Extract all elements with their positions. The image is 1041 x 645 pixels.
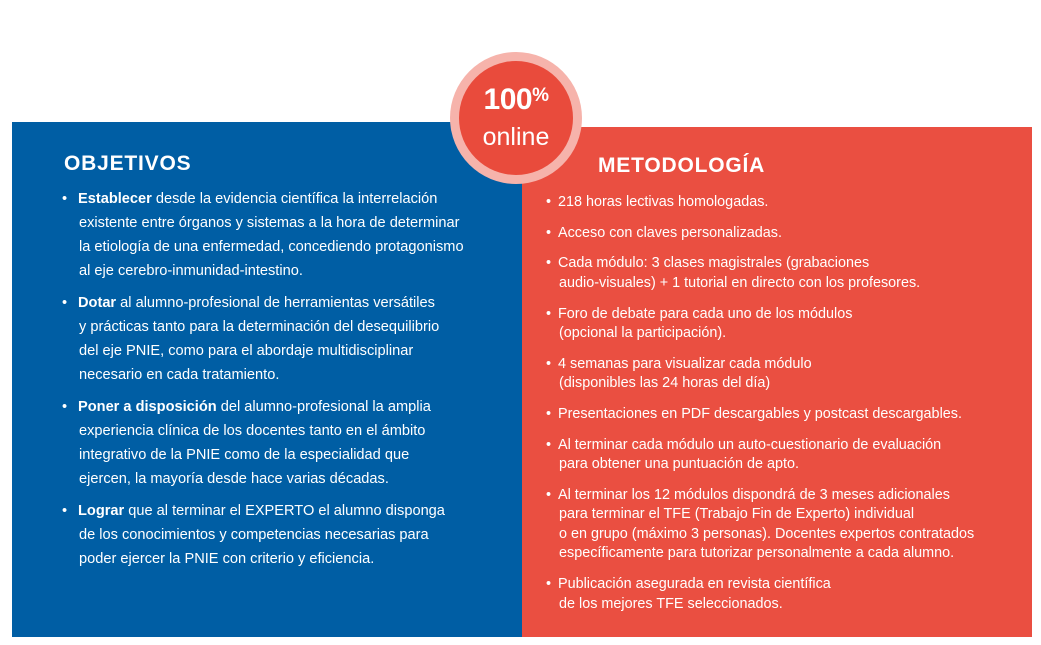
item-text: (opcional la participación). xyxy=(559,325,727,342)
metodologia-item xyxy=(546,575,1026,614)
objetivos-item: • Establecer desde la evidencia científica la interrelación existente entre órganos y sistemas a la hora de determinar la etiología de una enfermedad, concediendo protagonismo al eje cerebro-inmunidad-intestino. xyxy=(62,187,512,283)
item-text: y prácticas tanto para la determinación del desequilibrio xyxy=(79,319,440,335)
item-text: 218 horas lectivas homologadas. xyxy=(558,194,769,210)
item-text: ejercen, la mayoría desde hace varias décadas. xyxy=(79,471,389,487)
metodologia-item xyxy=(546,254,1026,293)
item-text: Presentaciones en PDF descargables y postcast descargables. xyxy=(558,405,962,422)
item-keyword: Dotar xyxy=(78,295,117,311)
badge-label: online xyxy=(482,123,550,151)
bullet-icon: • xyxy=(546,576,552,592)
item-text: para terminar el TFE (Trabajo Fin de Experto) individual xyxy=(559,506,915,523)
item-keyword: Poner a disposición xyxy=(78,399,217,415)
item-text: de los mejores TFE seleccionados. xyxy=(559,595,783,612)
item-text: para obtener una puntuación de apto. xyxy=(559,456,800,473)
bullet-icon: • xyxy=(546,305,552,322)
bullet-icon: • xyxy=(62,503,68,519)
item-text: o en grupo (máximo 3 personas). Docentes expertos contratados xyxy=(559,525,975,542)
metodologia-item xyxy=(546,193,1026,213)
objetivos-list xyxy=(62,187,512,579)
item-text: Al terminar cada módulo un auto-cuestionario de evaluación xyxy=(558,436,942,453)
objetivos-title: OBJETIVOS xyxy=(64,152,192,175)
item-text: Al terminar los 12 módulos dispondrá de 3 meses adicionales xyxy=(558,486,950,503)
metodologia-item xyxy=(546,436,1026,475)
item-keyword: Lograr xyxy=(78,503,125,519)
item-text: necesario en cada tratamiento. xyxy=(79,367,280,383)
objetivos-panel xyxy=(12,122,522,637)
item-text: de los conocimientos y competencias necesarias para xyxy=(79,527,429,543)
badge-percentage: 100% xyxy=(483,83,549,116)
online-badge xyxy=(450,52,582,184)
bullet-icon: • xyxy=(546,255,552,272)
objetivos-item: • Dotar al alumno-profesional de herramientas versátiles y prácticas tanto para la determinación del desequilibrio del eje PNIE, como para el abordaje multidisciplinar necesario en cada tratamiento. xyxy=(62,291,512,387)
item-text: poder ejercer la PNIE con criterio y eficiencia. xyxy=(79,551,375,567)
item-text: específicamente para tutorizar personalmente a cada alumno. xyxy=(559,545,955,562)
metodologia-item xyxy=(546,486,1026,564)
bullet-icon: • xyxy=(62,191,68,207)
bullet-icon: • xyxy=(546,224,552,241)
metodologia-panel xyxy=(522,127,1032,637)
metodologia-item xyxy=(546,224,1026,244)
item-text: integrativo de la PNIE como de la especialidad que xyxy=(79,447,410,463)
item-text: existente entre órganos y sistemas a la hora de determinar xyxy=(79,215,460,231)
bullet-icon: • xyxy=(546,486,552,503)
metodologia-title: METODOLOGÍA xyxy=(598,154,766,177)
online-badge-core xyxy=(459,61,573,175)
bullet-icon: • xyxy=(546,355,552,372)
metodologia-item xyxy=(546,305,1026,344)
item-text: la etiología de una enfermedad, concediendo protagonismo xyxy=(79,239,464,255)
bullet-icon: • xyxy=(546,194,552,210)
item-keyword: Establecer xyxy=(78,191,152,207)
item-text: Cada módulo: 3 clases magistrales (grabaciones xyxy=(558,255,870,272)
item-text: del eje PNIE, como para el abordaje multidisciplinar xyxy=(79,343,414,359)
objetivos-item: • Lograr que al terminar el EXPERTO el alumno disponga de los conocimientos y competencias necesarias para poder ejercer la PNIE con criterio y eficiencia. xyxy=(62,499,512,571)
item-text: al eje cerebro-inmunidad-intestino. xyxy=(79,263,303,279)
item-text: audio-visuales) + 1 tutorial en directo con los profesores. xyxy=(559,274,921,291)
item-text: Publicación asegurada en revista científica xyxy=(558,576,831,592)
item-text: (disponibles las 24 horas del día) xyxy=(559,375,771,392)
item-text: Foro de debate para cada uno de los módulos xyxy=(558,305,853,322)
item-text: experiencia clínica de los docentes tanto en el ámbito xyxy=(79,423,426,439)
percent-sign: % xyxy=(532,85,549,106)
bullet-icon: • xyxy=(546,405,552,422)
item-text: 4 semanas para visualizar cada módulo xyxy=(558,355,812,372)
item-text: Acceso con claves personalizadas. xyxy=(558,224,782,241)
objetivos-item: • Poner a disposición del alumno-profesional la amplia experiencia clínica de los docentes tanto en el ámbito integrativo de la PNIE como de la especialidad que ejercen, la mayoría desde hace varias décadas. xyxy=(62,395,512,491)
bullet-icon: • xyxy=(62,295,68,311)
metodologia-list xyxy=(546,193,1026,625)
bullet-icon: • xyxy=(62,399,68,415)
bullet-icon: • xyxy=(546,436,552,453)
metodologia-item xyxy=(546,355,1026,394)
metodologia-item xyxy=(546,405,1026,425)
